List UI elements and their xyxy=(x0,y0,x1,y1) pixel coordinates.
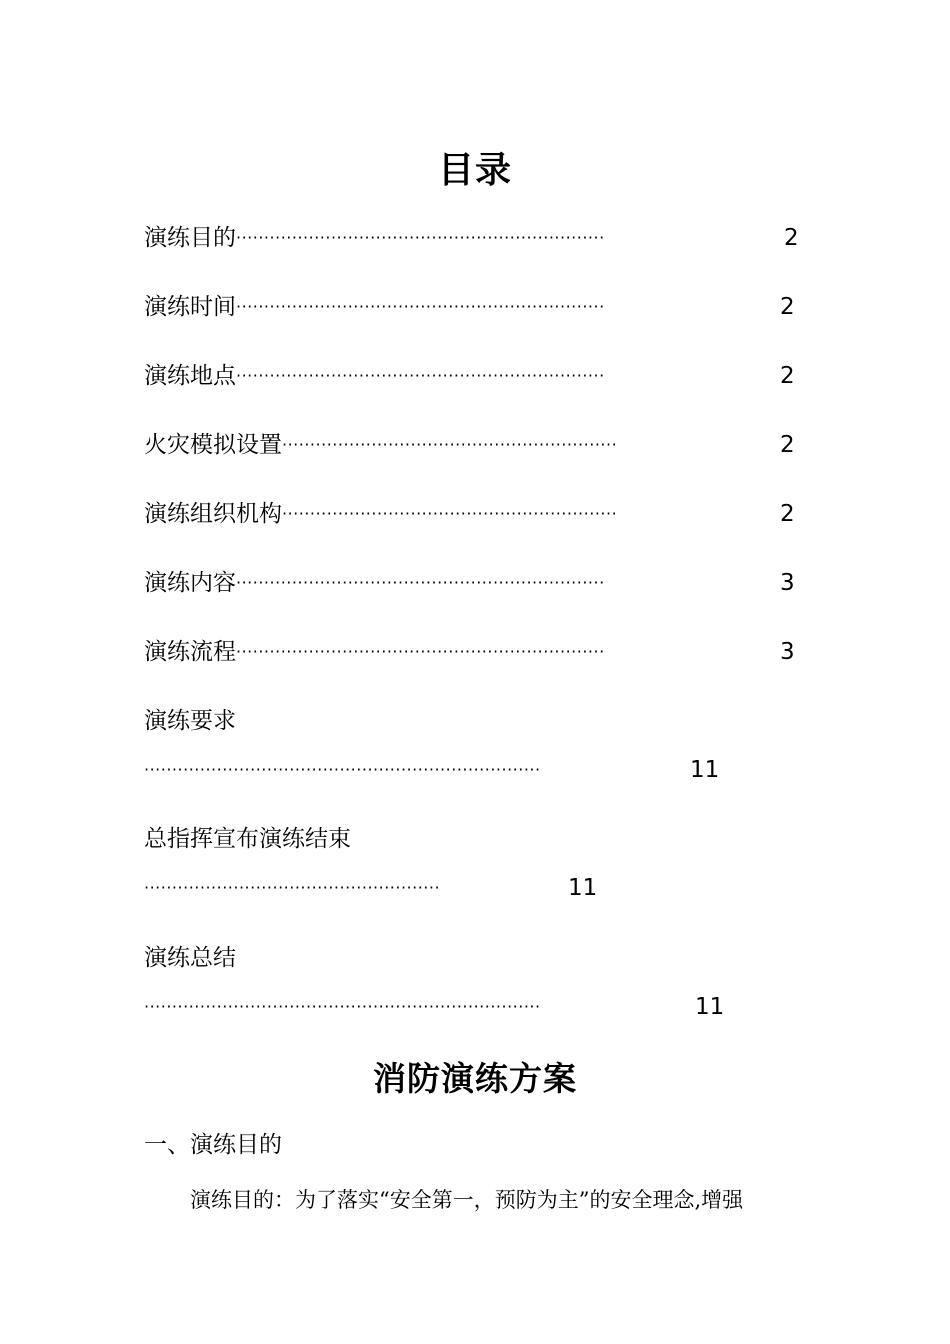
toc-entry-leader: ···························································· xyxy=(282,504,618,523)
toc-entry-leader: ···························································· xyxy=(282,435,618,454)
toc-entry-label: 演练内容 xyxy=(144,570,236,596)
toc-entry-label: 演练目的 xyxy=(144,225,236,251)
toc-title: 目录 xyxy=(437,150,512,191)
toc-entry-leader: ······································································· xyxy=(144,997,541,1016)
toc-entry[interactable] xyxy=(144,636,795,668)
toc-entry-page: 2 xyxy=(780,501,795,527)
toc-entry-label[interactable]: 演练总结 xyxy=(144,945,236,971)
toc-entry[interactable] xyxy=(144,498,795,530)
toc-entry-leader: ·································································· xyxy=(236,366,605,385)
body-paragraph: 演练目的：为了落实“安全第一，预防为主”的安全理念,增强 xyxy=(190,1188,744,1212)
toc-entry-page: 2 xyxy=(784,225,799,251)
toc-entry-page: 2 xyxy=(780,294,795,320)
toc-entry-page: 11 xyxy=(690,757,720,783)
toc-entry-label: 演练地点 xyxy=(144,363,236,389)
toc-entry[interactable] xyxy=(144,567,795,599)
toc-entry-leader-line[interactable] xyxy=(144,754,719,786)
toc-entry-leader: ·································································· xyxy=(236,297,605,316)
toc-entry-leader-line[interactable] xyxy=(144,872,597,904)
toc-entry-page: 2 xyxy=(780,363,795,389)
toc-entry-label: 演练流程 xyxy=(144,639,236,665)
toc-entry-page: 3 xyxy=(780,639,795,665)
toc-entry[interactable] xyxy=(144,291,795,323)
toc-entry[interactable] xyxy=(144,429,795,461)
toc-entry-leader: ·································································· xyxy=(236,573,605,592)
toc-entry-leader: ·································································· xyxy=(236,642,605,661)
toc-entry[interactable] xyxy=(144,360,795,392)
toc-entry-page: 3 xyxy=(780,570,795,596)
toc-entry-page: 11 xyxy=(695,994,725,1020)
toc-entry-page: 2 xyxy=(780,432,795,458)
document-title: 消防演练方案 xyxy=(373,1059,577,1098)
toc-entry-label[interactable]: 演练要求 xyxy=(144,708,236,734)
toc-entry-leader-line[interactable] xyxy=(144,991,724,1023)
toc-entry-label[interactable]: 总指挥宣布演练结束 xyxy=(144,826,351,852)
toc-entry-page: 11 xyxy=(568,875,598,901)
toc-entry-label: 火灾模拟设置 xyxy=(144,432,282,458)
toc-entry-leader: ····················································· xyxy=(144,878,441,897)
section-heading: 一、演练目的 xyxy=(144,1132,282,1158)
toc-entry[interactable] xyxy=(144,222,799,254)
toc-entry-leader: ·································································· xyxy=(236,228,605,247)
toc-entry-label: 演练组织机构 xyxy=(144,501,282,527)
toc-entry-leader: ······································································· xyxy=(144,760,541,779)
toc-entry-label: 演练时间 xyxy=(144,294,236,320)
